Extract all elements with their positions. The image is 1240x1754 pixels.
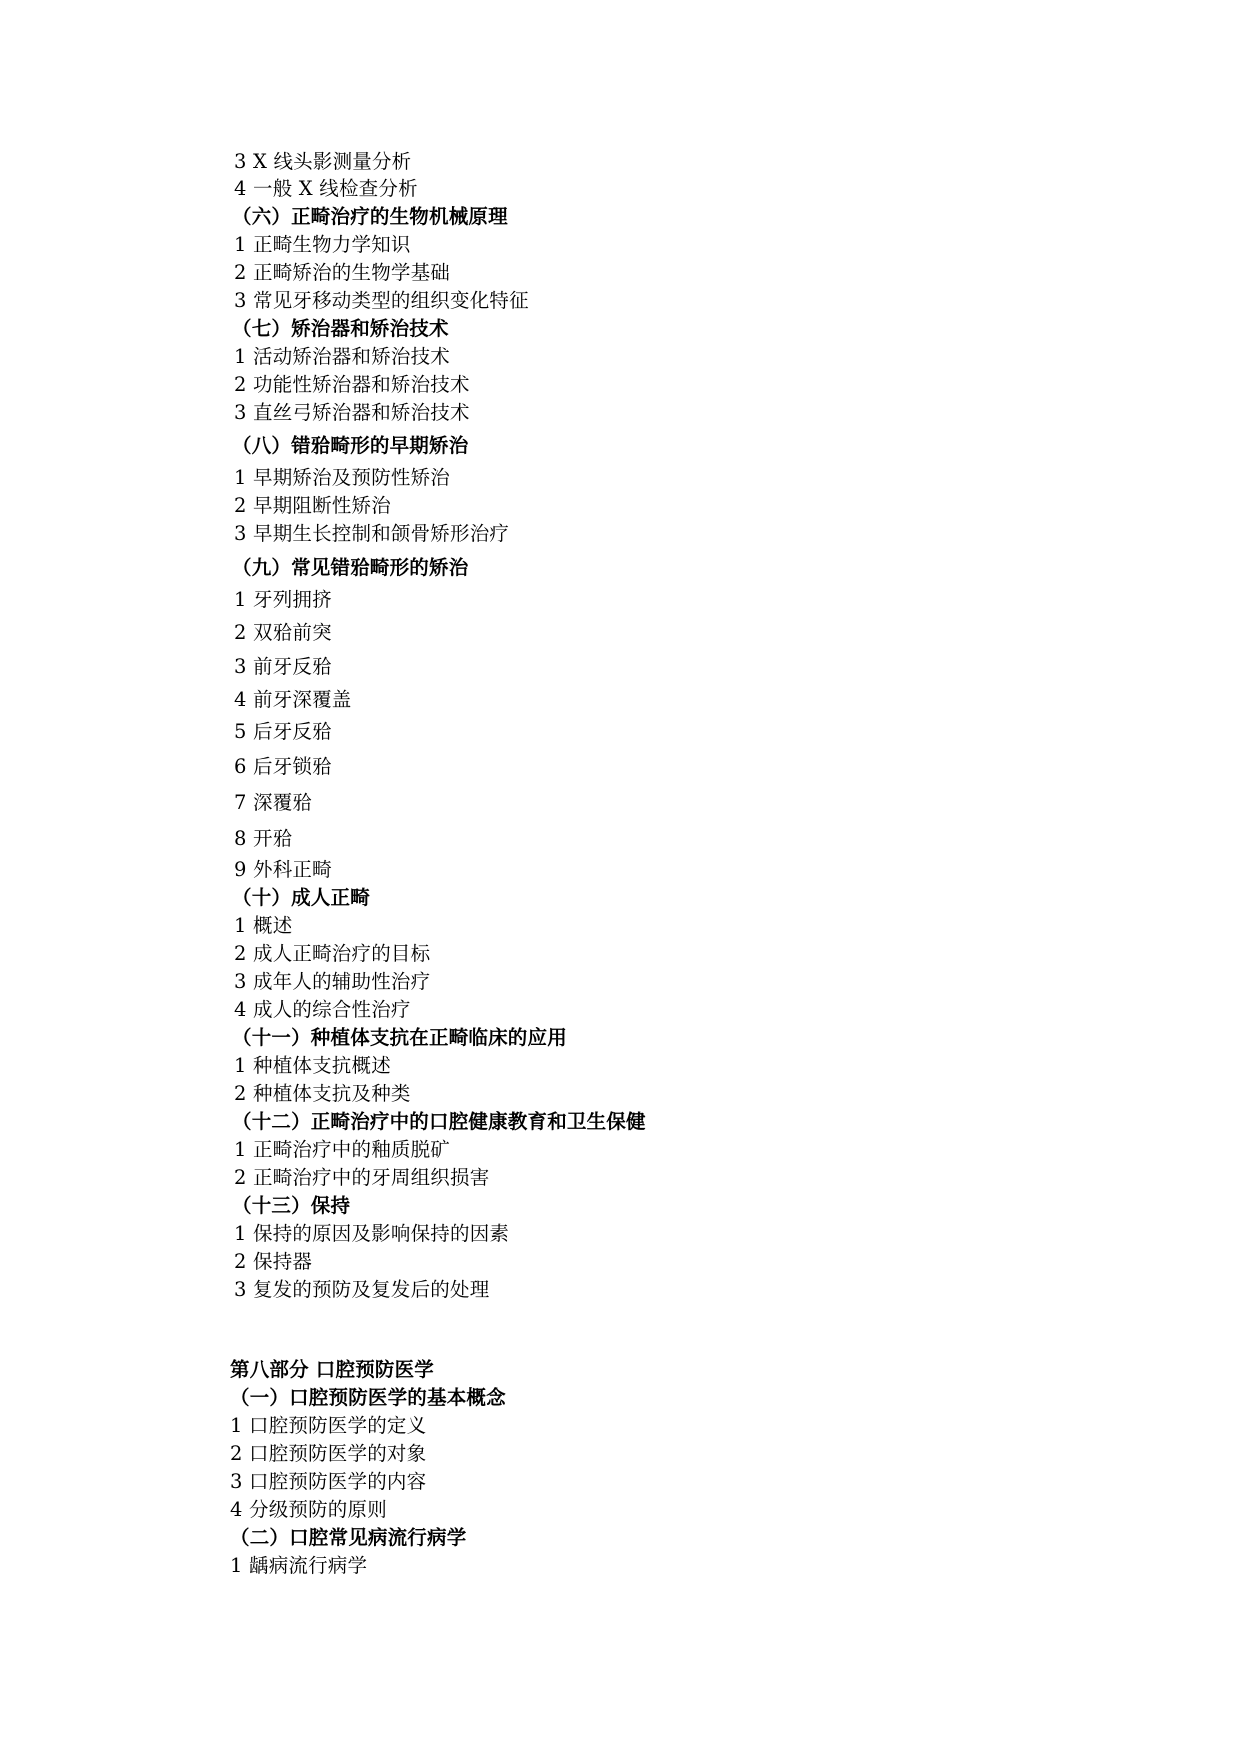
- part-title: 第八部分 口腔预防医学: [230, 1358, 434, 1381]
- outline-item: 5 后牙反𬌗: [234, 720, 332, 743]
- outline-item: 2 成人正畸治疗的目标: [234, 942, 431, 965]
- outline-item: 2 功能性矫治器和矫治技术: [234, 373, 470, 396]
- outline-item: 1 正畸治疗中的釉质脱矿: [234, 1138, 451, 1161]
- outline-item: 8 开𬌗: [234, 827, 293, 850]
- outline-item: 9 外科正畸: [234, 858, 332, 881]
- outline-item: 4 成人的综合性治疗: [234, 998, 411, 1021]
- outline-item: 2 正畸治疗中的牙周组织损害: [234, 1166, 490, 1189]
- outline-item: 4 前牙深覆盖: [234, 688, 352, 711]
- outline-heading: （八）错𬌗畸形的早期矫治: [232, 434, 469, 457]
- outline-item: 1 龋病流行病学: [230, 1554, 368, 1577]
- outline-heading: （十）成人正畸: [232, 886, 370, 909]
- outline-item: 1 牙列拥挤: [234, 588, 332, 611]
- outline-item: 1 正畸生物力学知识: [234, 233, 411, 256]
- outline-item: 3 复发的预防及复发后的处理: [234, 1278, 490, 1301]
- outline-item: 4 分级预防的原则: [230, 1498, 387, 1521]
- outline-heading: （十三）保持: [232, 1194, 351, 1217]
- outline-item: 3 X 线头影测量分析: [234, 150, 412, 173]
- outline-item: 3 常见牙移动类型的组织变化特征: [234, 289, 529, 312]
- outline-item: 4 一般 X 线检查分析: [234, 177, 418, 200]
- outline-item: 3 口腔预防医学的内容: [230, 1470, 427, 1493]
- outline-item: 1 口腔预防医学的定义: [230, 1414, 427, 1437]
- outline-item: 2 保持器: [234, 1250, 313, 1273]
- outline-item: 3 早期生长控制和颌骨矫形治疗: [234, 522, 510, 545]
- outline-heading: （六）正畸治疗的生物机械原理: [232, 205, 508, 228]
- outline-heading: （十一）种植体支抗在正畸临床的应用: [232, 1026, 567, 1049]
- outline-heading: （一）口腔预防医学的基本概念: [230, 1386, 506, 1409]
- outline-item: 7 深覆𬌗: [234, 791, 313, 814]
- outline-item: 3 成年人的辅助性治疗: [234, 970, 431, 993]
- outline-item: 1 种植体支抗概述: [234, 1054, 391, 1077]
- outline-item: 1 概述: [234, 914, 293, 937]
- outline-heading: （七）矫治器和矫治技术: [232, 317, 449, 340]
- outline-item: 1 活动矫治器和矫治技术: [234, 345, 451, 368]
- outline-item: 3 直丝弓矫治器和矫治技术: [234, 401, 470, 424]
- outline-heading: （十二）正畸治疗中的口腔健康教育和卫生保健: [232, 1110, 646, 1133]
- outline-item: 2 正畸矫治的生物学基础: [234, 261, 451, 284]
- outline-item: 2 早期阻断性矫治: [234, 494, 391, 517]
- outline-item: 2 双𬌗前突: [234, 621, 332, 644]
- outline-item: 2 种植体支抗及种类: [234, 1082, 411, 1105]
- outline-item: 6 后牙锁𬌗: [234, 755, 332, 778]
- outline-heading: （二）口腔常见病流行病学: [230, 1526, 467, 1549]
- outline-heading: （九）常见错𬌗畸形的矫治: [232, 556, 469, 579]
- outline-item: 3 前牙反𬌗: [234, 655, 332, 678]
- outline-item: 1 早期矫治及预防性矫治: [234, 466, 451, 489]
- outline-item: 1 保持的原因及影响保持的因素: [234, 1222, 510, 1245]
- outline-item: 2 口腔预防医学的对象: [230, 1442, 427, 1465]
